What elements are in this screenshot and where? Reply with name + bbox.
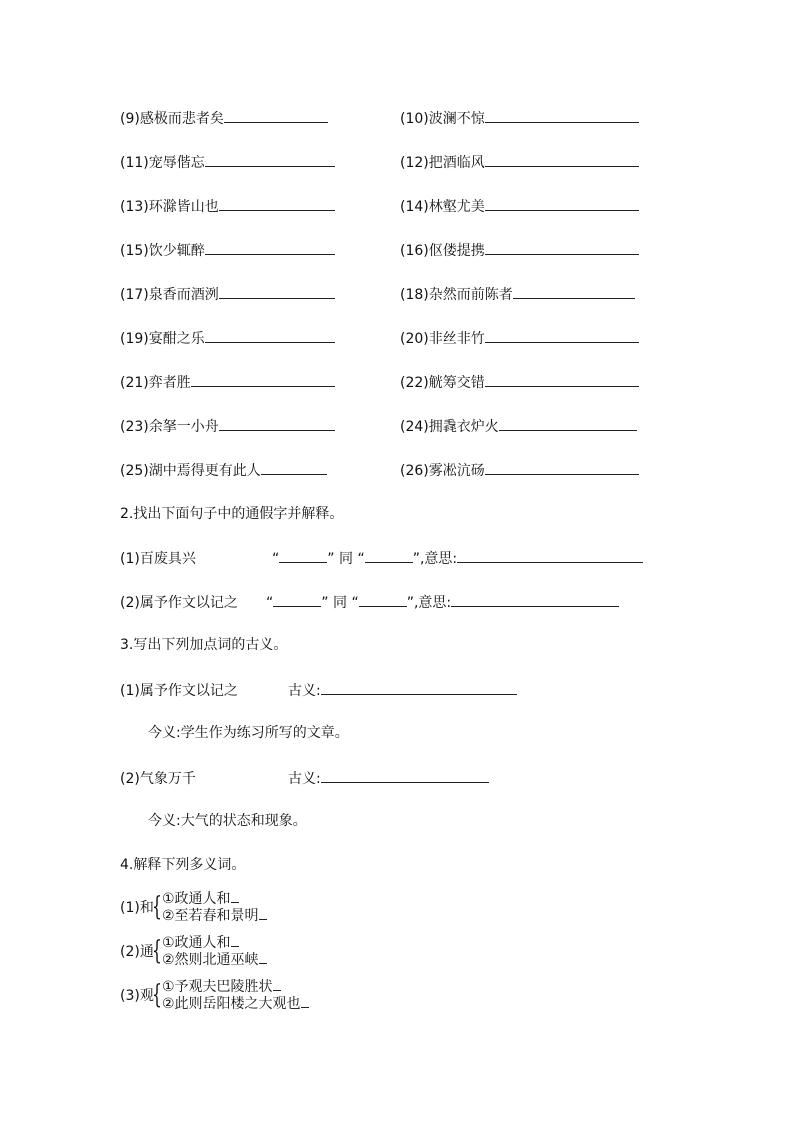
ancient-meaning-blank[interactable]: [321, 680, 517, 695]
q2-title: 2.找出下面句子中的通假字并解释。: [120, 506, 344, 522]
q4-group-2: (2)通 { ①政通人和 ②然则北通巫峡: [120, 934, 420, 970]
answer-blank[interactable]: [191, 372, 335, 387]
answer-blank[interactable]: [224, 108, 328, 123]
answer-blank[interactable]: [205, 328, 335, 343]
vocab-item-9: (9)感极而悲者矣: [120, 108, 328, 128]
vocab-item-13: (13)环滁皆山也: [120, 196, 335, 216]
answer-blank[interactable]: [205, 152, 335, 167]
vocab-item-26: (26)雾凇沆砀: [400, 460, 639, 480]
answer-blank[interactable]: [301, 995, 309, 1008]
tongjia-char-blank[interactable]: [279, 548, 327, 563]
vocab-item-22: (22)觥筹交错: [400, 372, 639, 392]
answer-blank[interactable]: [485, 328, 639, 343]
q3-item-2-modern: 今义:大气的状态和现象。: [148, 813, 307, 829]
original-char-blank[interactable]: [365, 548, 413, 563]
vocab-item-21: (21)弈者胜: [120, 372, 335, 392]
answer-blank[interactable]: [485, 108, 639, 123]
answer-blank[interactable]: [485, 152, 639, 167]
vocab-item-25: (25)湖中焉得更有此人: [120, 460, 327, 480]
vocab-item-14: (14)林壑尤美: [400, 196, 639, 216]
q4-group-3: (3)观 { ①予观夫巴陵胜状 ②此则岳阳楼之大观也: [120, 978, 420, 1014]
answer-blank[interactable]: [259, 907, 267, 920]
vocab-item-24: (24)拥毳衣炉火: [400, 416, 637, 436]
answer-blank[interactable]: [219, 196, 335, 211]
vocab-item-20: (20)非丝非竹: [400, 328, 639, 348]
q4-group-1: (1)和 { ①政通人和 ②至若春和景明: [120, 890, 420, 926]
q3-item-1-modern: 今义:学生作为练习所写的文章。: [148, 725, 349, 741]
answer-blank[interactable]: [259, 951, 267, 964]
q3-title: 3.写出下列加点词的古义。: [120, 637, 288, 653]
answer-blank[interactable]: [485, 460, 639, 475]
answer-blank[interactable]: [231, 890, 239, 903]
vocab-item-10: (10)波澜不惊: [400, 108, 639, 128]
q2-item-2: (2)属予作文以记之 “ ” 同 “ ”,意思:: [120, 592, 619, 612]
meaning-blank[interactable]: [457, 548, 643, 563]
q2-item-1: (1)百废具兴 “ ” 同 “ ”,意思:: [120, 548, 643, 568]
vocab-item-12: (12)把酒临风: [400, 152, 639, 172]
answer-blank[interactable]: [513, 284, 635, 299]
answer-blank[interactable]: [231, 934, 239, 947]
q3-item-1: (1)属予作文以记之 古义:: [120, 680, 517, 700]
vocab-item-15: (15)饮少辄醉: [120, 240, 335, 260]
vocab-item-18: (18)杂然而前陈者: [400, 284, 635, 304]
vocab-item-23: (23)余拏一小舟: [120, 416, 335, 436]
vocab-item-11: (11)宠辱偕忘: [120, 152, 335, 172]
original-char-blank[interactable]: [359, 592, 407, 607]
ancient-meaning-blank[interactable]: [321, 768, 489, 783]
answer-blank[interactable]: [273, 978, 281, 991]
vocab-item-17: (17)泉香而酒洌: [120, 284, 335, 304]
q4-title: 4.解释下列多义词。: [120, 857, 246, 873]
vocab-item-16: (16)伛偻提携: [400, 240, 639, 260]
answer-blank[interactable]: [485, 372, 639, 387]
answer-blank[interactable]: [485, 196, 639, 211]
answer-blank[interactable]: [219, 284, 335, 299]
answer-blank[interactable]: [261, 460, 327, 475]
vocab-item-19: (19)宴酣之乐: [120, 328, 335, 348]
answer-blank[interactable]: [485, 240, 639, 255]
answer-blank[interactable]: [219, 416, 335, 431]
answer-blank[interactable]: [499, 416, 637, 431]
answer-blank[interactable]: [205, 240, 335, 255]
q3-item-2: (2)气象万千 古义:: [120, 768, 489, 788]
tongjia-char-blank[interactable]: [273, 592, 321, 607]
meaning-blank[interactable]: [451, 592, 619, 607]
